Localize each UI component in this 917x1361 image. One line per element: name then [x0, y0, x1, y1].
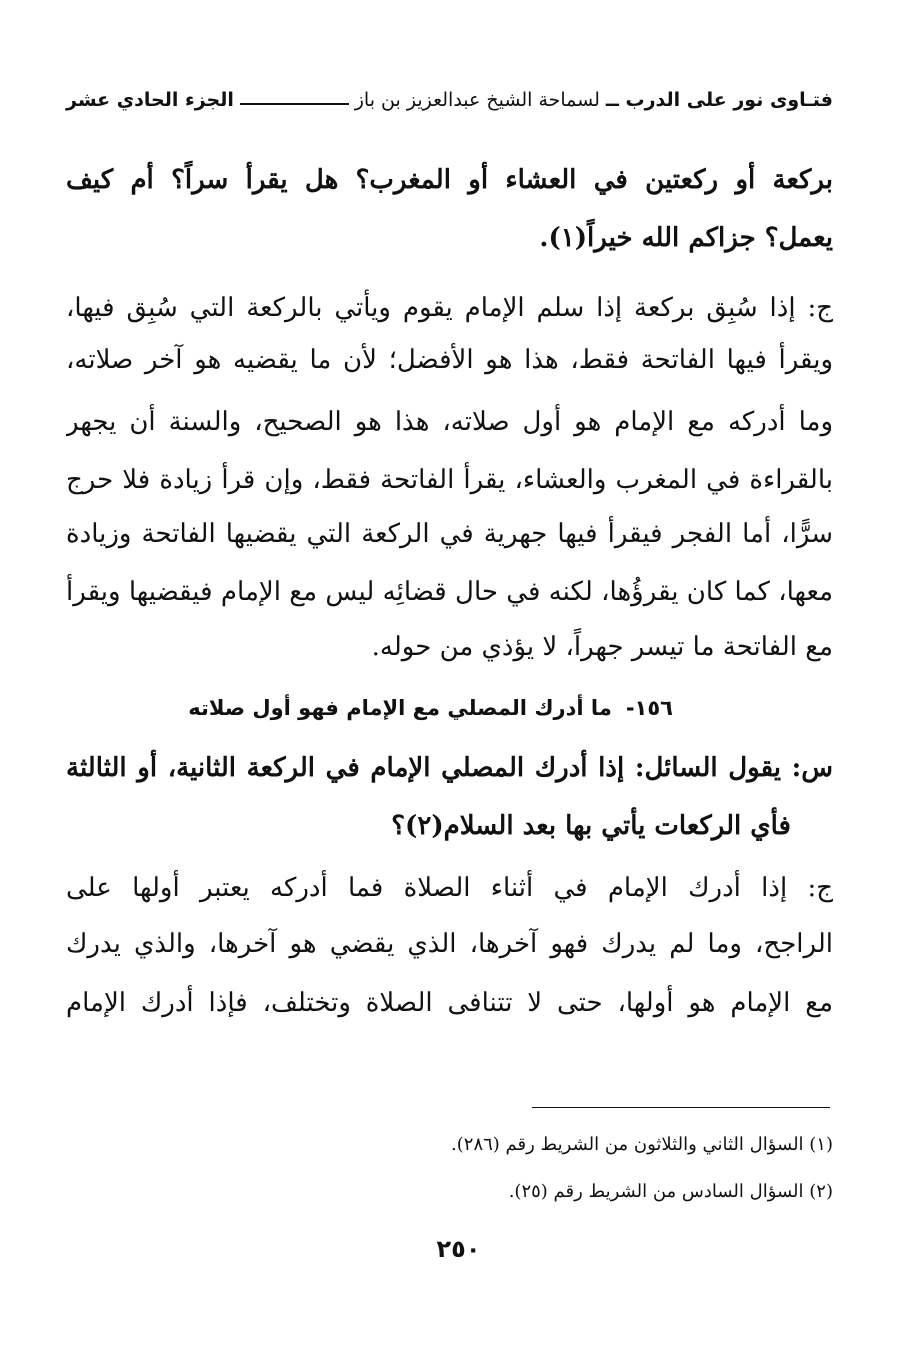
answer-line: الراجح، وما لم يدرك فهو آخرها، الذي يقضي هو آخرها، والذي يدرك	[66, 929, 833, 959]
page-number: ٢٥٠	[436, 1235, 481, 1263]
answer-line: بالقراءة في المغرب والعشاء، يقرأ الفاتحة فقط، وإن قرأ زيادة فلا حرج	[66, 465, 833, 495]
section-number: ١٥٦-	[625, 696, 673, 720]
answer-line: مع الإمام هو أولها، حتى لا تتنافى الصلاة وتختلف، فإذا أدرك الإمام	[66, 988, 833, 1018]
part-label: الجزء الحادي عشر	[66, 89, 234, 111]
question-line: س: يقول السائل: إذا أدرك المصلي الإمام في الركعة الثانية، أو الثالثة	[66, 753, 833, 783]
answer-line: سرًّا، أما الفجر فيقرأ فيها جهرية في الركعة التي يقضيها الفاتحة وزيادة	[66, 519, 833, 549]
question-line: فأي الركعات يأتي بها بعد السلام(٢)؟	[391, 811, 791, 841]
question-line: يعمل؟ جزاكم الله خيراً(١).	[539, 223, 833, 253]
footnote: (٢) السؤال السادس من الشريط رقم (٢٥).	[508, 1181, 833, 1202]
footnote: (١) السؤال الثاني والثلاثون من الشريط رقم (٢٨٦).	[451, 1134, 833, 1155]
question-line: بركعة أو ركعتين في العشاء أو المغرب؟ هل يقرأ سراً؟ أم كيف	[66, 165, 833, 195]
section-title: ما أدرك المصلي مع الإمام فهو أول صلاته	[188, 696, 612, 720]
footnote-rule	[532, 1107, 830, 1108]
header-rule	[240, 103, 349, 105]
answer-line: ج: إذا أدرك الإمام في أثناء الصلاة فما أدركه يعتبر أولها على	[66, 873, 833, 903]
section-heading	[188, 688, 673, 728]
running-header	[66, 80, 833, 120]
answer-line: ويقرأ فيها الفاتحة فقط، هذا هو الأفضل؛ لأن ما يقضيه هو آخر صلاته،	[66, 345, 833, 375]
answer-line: وما أدركه مع الإمام هو أول صلاته، هذا هو الصحيح، والسنة أن يجهر	[66, 407, 833, 437]
answer-line: ج: إذا سُبِق بركعة إذا سلم الإمام يقوم ويأتي بالركعة التي سُبِق فيها،	[66, 293, 833, 323]
author-name: لسماحة الشيخ عبدالعزيز بن باز	[354, 89, 600, 111]
answer-line: معها، كما كان يقرؤُها، لكنه في حال قضائِه ليس مع الإمام فيقضيها ويقرأ	[66, 577, 833, 607]
book-title: فتـاوى نور على الدرب ــ	[605, 89, 833, 111]
answer-line: مع الفاتحة ما تيسر جهراً، لا يؤذي من حوله.	[371, 632, 833, 662]
